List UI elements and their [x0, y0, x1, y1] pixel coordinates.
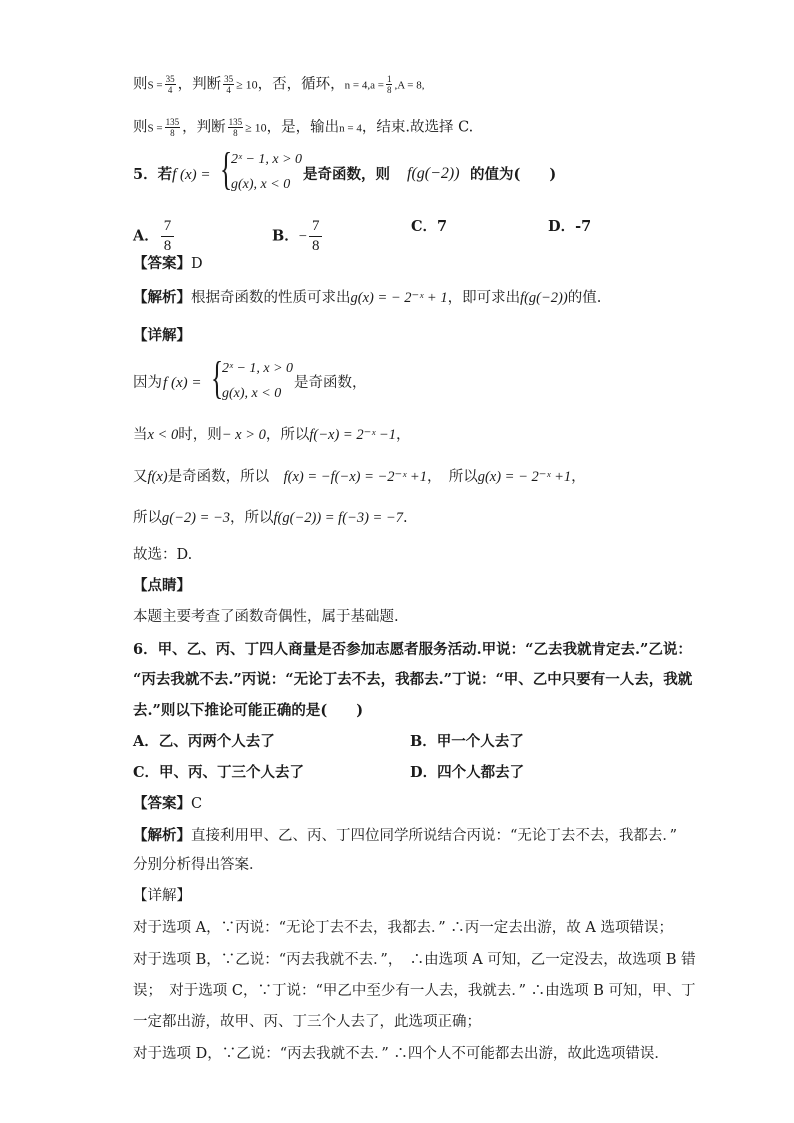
math-fx: (x) = — [180, 167, 211, 183]
math-f: f — [163, 375, 168, 391]
option-c: C．7 — [411, 218, 448, 235]
answer-value: C — [191, 796, 203, 812]
math-s: S = — [147, 79, 163, 92]
step-text: ，是，输出 — [266, 119, 340, 136]
q6-detail-4: 一定都出游，故甲、丙、丁三个人去了，此选项正确； — [133, 1014, 481, 1030]
math-expr: g(x) = − 2⁻ˣ + 1 — [350, 290, 448, 306]
fraction: $\frac{35}{4}$ — [165, 74, 175, 95]
math-f: f — [172, 166, 177, 183]
comment-text: 本题主要考查了函数奇偶性，属于基础题. — [133, 609, 399, 625]
piecewise-case-2: g(x), x < 0 — [222, 386, 282, 401]
q5-conclusion: 故选：D. — [133, 547, 193, 563]
math-assign: n = 4 — [339, 122, 362, 135]
math-s: S = — [147, 122, 163, 135]
piecewise-case-2: g(x), x < 0 — [231, 177, 291, 192]
analysis-tag: 【解析】 — [133, 827, 191, 844]
brace-symbol: { — [220, 143, 233, 194]
step-line-2 — [133, 117, 473, 139]
step-text: 则 — [133, 119, 148, 136]
q6-stem-line-1: 6．甲、乙、丙、丁四人商量是否参加志愿者服务活动.甲说：“乙去我就肯定去.”乙说： — [133, 641, 692, 658]
option-a: A． $\frac{7}{8}$ — [133, 217, 176, 256]
q5-text: 的值为( ) — [470, 166, 557, 183]
option-d: D．-7 — [548, 218, 592, 235]
q6-stem-line-3: 去.”则以下推论可能正确的是( ) — [133, 702, 364, 719]
q5-number: 5．若 — [133, 166, 173, 183]
fraction: $\frac{1}{8}$ — [386, 74, 392, 95]
comment-tag: 【点睛】 — [133, 577, 191, 594]
q6-detail-1: 对于选项 A，∵丙说：“无论丁去不去，我都去．” ∴丙一定去出游，故 A 选项错误； — [133, 920, 673, 936]
q6-detail-3: 误； 对于选项 C，∵丁说：“甲乙中至少有一人去，我就去．” ∴由选项 B 可知，甲、丁 — [133, 983, 696, 999]
piecewise-case-1: 2ˣ − 1, x > 0 — [222, 361, 294, 376]
option-b: B．− $\frac{7}{8}$ — [272, 217, 324, 256]
q6-stem-line-2: “丙去我就不去.”丙说：“无论丁去不去，我都去.”丁说：“甲、乙中只要有一人去，我就 — [133, 671, 693, 688]
q6-analysis: 【解析】直接利用甲、乙、丙、丁四位同学所说结合丙说：“无论丁去不去，我都去．” — [133, 827, 678, 844]
q5-analysis: 【解析】根据奇函数的性质可求出g(x) = − 2⁻ˣ + 1，即可求出f(g(−2))的值. — [133, 289, 602, 306]
q5-detail-4: 所以g(−2) = −3，所以f(g(−2)) = f(−3) = −7. — [133, 510, 408, 526]
fraction: $\frac{35}{4}$ — [224, 74, 234, 95]
math-assign: ,A = 8, — [394, 79, 425, 92]
step-text: ，结束.故选择 C. — [361, 119, 474, 136]
option-c: C．甲、丙、丁三个人去了 — [133, 764, 305, 781]
option-d: D．四个人都去了 — [410, 764, 525, 781]
math-ineq: ≥ 10 — [245, 120, 267, 135]
q6-detail-2: 对于选项 B，∵乙说：“丙去我就不去．”， ∴由选项 A 可知，乙一定没去，故选项 B 错 — [133, 952, 696, 968]
math-assign: n = 4,a = — [344, 79, 384, 92]
math-expr: f(g(−2)) — [520, 290, 568, 306]
q6-analysis-cont: 分别分析得出答案． — [133, 857, 264, 873]
math-expr: f(g(−2)) — [407, 165, 460, 182]
q5-answer — [133, 254, 203, 274]
answer-tag: 【答案】 — [133, 255, 191, 272]
fraction: $\frac{7}{8}$ — [161, 217, 175, 256]
answer-value: D — [191, 256, 203, 272]
q5-detail-2: 当x < 0时，则− x > 0，所以f(−x) = 2⁻ˣ −1， — [133, 427, 411, 443]
step-text: ，判断 — [182, 119, 226, 136]
answer-tag: 【答案】 — [133, 795, 191, 812]
step-text: ，判断 — [177, 76, 222, 93]
q6-detail-5: 对于选项 D，∵乙说：“丙去我就不去．” ∴四个人不可能都去出游，故此选项错误． — [133, 1046, 669, 1062]
option-b: B．甲一个人去了 — [410, 733, 524, 750]
q5-text: 是奇函数，则 — [303, 166, 390, 183]
brace-symbol: { — [211, 352, 224, 403]
step-text: 则 — [133, 76, 148, 93]
fraction: $\frac{135}{8}$ — [165, 117, 180, 138]
detail-tag: 【详解】 — [133, 327, 191, 344]
q6-answer — [133, 794, 202, 814]
step-line-1 — [133, 74, 425, 96]
step-text: ，否，循环， — [257, 76, 345, 93]
q5-detail-3: 又f(x)是奇函数，所以 f(x) = −f(−x) = −2⁻ˣ +1， 所以g(x) = − 2⁻ˣ +1， — [133, 469, 586, 485]
fraction: $\frac{135}{8}$ — [228, 117, 243, 138]
math-ineq: ≥ 10 — [236, 77, 258, 92]
math-fx: (x) = — [171, 375, 202, 391]
detail-tag: 【详解】 — [133, 888, 191, 904]
option-a: A．乙、丙两个人去了 — [133, 733, 275, 750]
fraction: $\frac{7}{8}$ — [309, 217, 323, 256]
analysis-tag: 【解析】 — [133, 289, 191, 306]
piecewise-case-1: 2ˣ − 1, x > 0 — [231, 152, 303, 167]
